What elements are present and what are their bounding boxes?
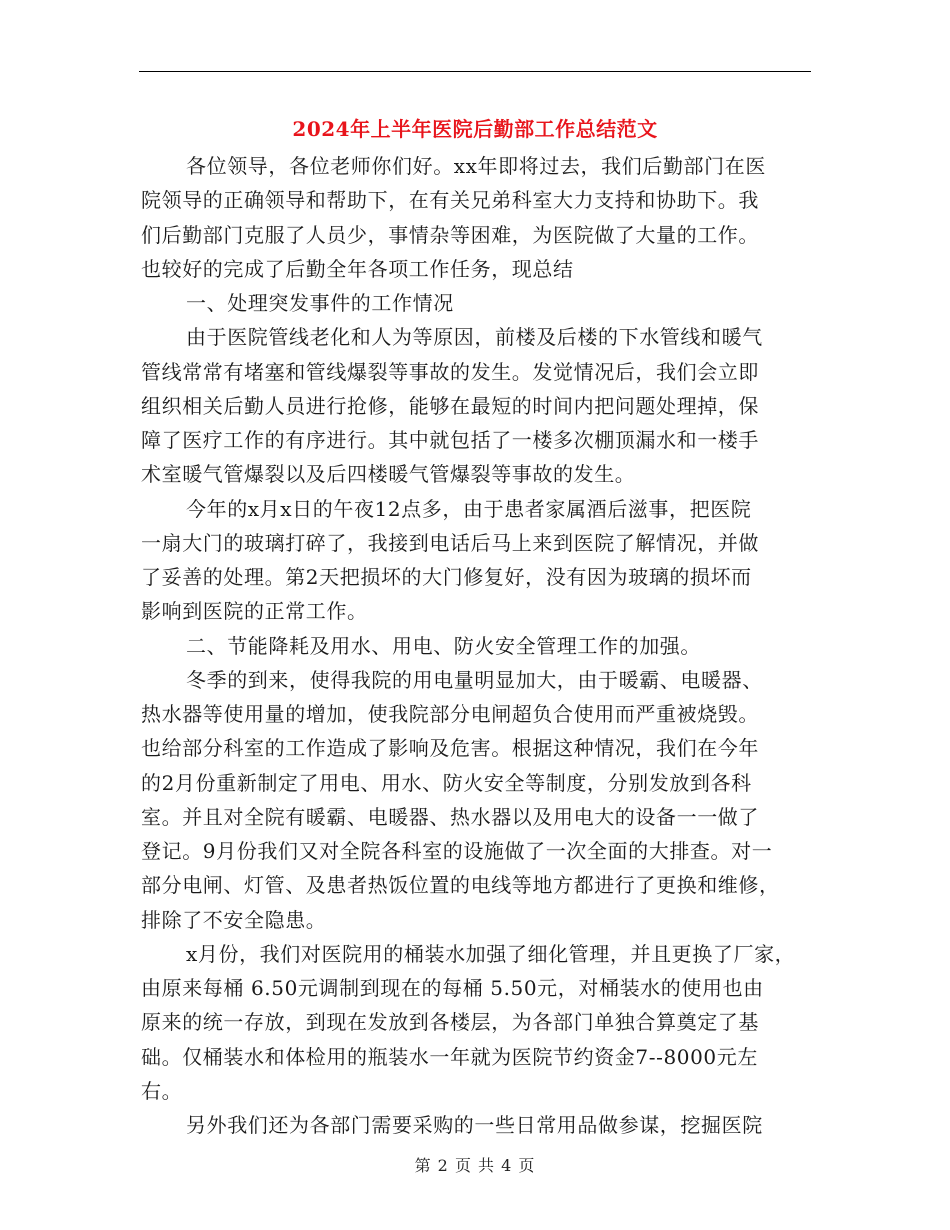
- body-line: x月份，我们对医院用的桶装水加强了细化管理，并且更换了厂家，: [186, 941, 796, 966]
- body-line: 影响到医院的正常工作。: [141, 599, 368, 624]
- body-line: 也给部分科室的工作造成了影响及危害。根据这种情况，我们在今年: [141, 736, 759, 761]
- header-rule: [139, 71, 811, 72]
- body-line: 由于医院管线老化和人为等原因，前楼及后楼的下水管线和暖气: [186, 325, 763, 350]
- body-line: 组织相关后勤人员进行抢修，能够在最短的时间内把问题处理掉，保: [141, 393, 759, 418]
- document-title: 2024年上半年医院后勤部工作总结范文: [292, 117, 658, 141]
- body-line: 一扇大门的玻璃打碎了，我接到电话后马上来到医院了解情况，并做: [141, 530, 759, 555]
- body-line: 础。仅桶装水和体检用的瓶装水一年就为医院节约资金7--8000元左: [141, 1044, 758, 1069]
- body-line: 登记。9月份我们又对全院各科室的设施做了一次全面的大排查。对一: [141, 839, 773, 863]
- page-footer: 第 2 页 共 4 页: [414, 1156, 536, 1175]
- body-line: 由原来每桶 6.50元调制到现在的每桶 5.50元，对桶装水的使用也由: [141, 976, 764, 1000]
- body-line: 热水器等使用量的增加，使我院部分电闸超负合使用而严重被烧毁。: [141, 702, 759, 726]
- body-line: 的2月份重新制定了用电、用水、防火安全等制度，分别发放到各科: [141, 770, 752, 795]
- body-line: 也较好的完成了后勤全年各项工作任务，现总结: [141, 256, 574, 281]
- body-line: 管线常常有堵塞和管线爆裂等事故的发生。发觉情况后，我们会立即: [141, 359, 759, 384]
- body-line: 障了医疗工作的有序进行。其中就包括了一楼多次棚顶漏水和一楼手: [141, 428, 759, 452]
- body-line: 各位领导，各位老师你们好。xx年即将过去，我们后勤部门在医: [186, 154, 766, 178]
- body-line: 部分电闸、灯管、及患者热饭位置的电线等地方都进行了更换和维修，: [141, 873, 780, 898]
- document-body: [141, 149, 831, 1142]
- body-line: 排除了不安全隐患。: [141, 907, 327, 932]
- body-line: 右。: [141, 1078, 183, 1103]
- body-line: 冬季的到来，使得我院的用电量明显加大，由于暖霸、电暖器、: [186, 667, 763, 692]
- body-line: 了妥善的处理。第2天把损坏的大门修复好，没有因为玻璃的损坏而: [141, 565, 752, 589]
- body-line: 今年的x月x日的午夜12点多，由于患者家属酒后滋事，把医院: [186, 496, 752, 521]
- body-line: 另外我们还为各部门需要采购的一些日常用品做参谋，挖掘医院: [186, 1113, 763, 1137]
- body-line: 二、节能降耗及用水、用电、防火安全管理工作的加强。: [186, 633, 701, 658]
- body-line: 们后勤部门克服了人员少，事情杂等困难，为医院做了大量的工作。: [141, 222, 759, 247]
- body-line: 室。并且对全院有暖霸、电暖器、热水器以及用电大的设备一一做了: [141, 804, 759, 829]
- body-line: 院领导的正确领导和帮助下，在有关兄弟科室大力支持和协助下。我: [141, 188, 759, 213]
- body-line: 一、处理突发事件的工作情况: [186, 291, 454, 315]
- body-line: 原来的统一存放，到现在发放到各楼层，为各部门单独合算奠定了基: [141, 1010, 759, 1035]
- body-line: 术室暖气管爆裂以及后四楼暖气管爆裂等事故的发生。: [141, 462, 636, 487]
